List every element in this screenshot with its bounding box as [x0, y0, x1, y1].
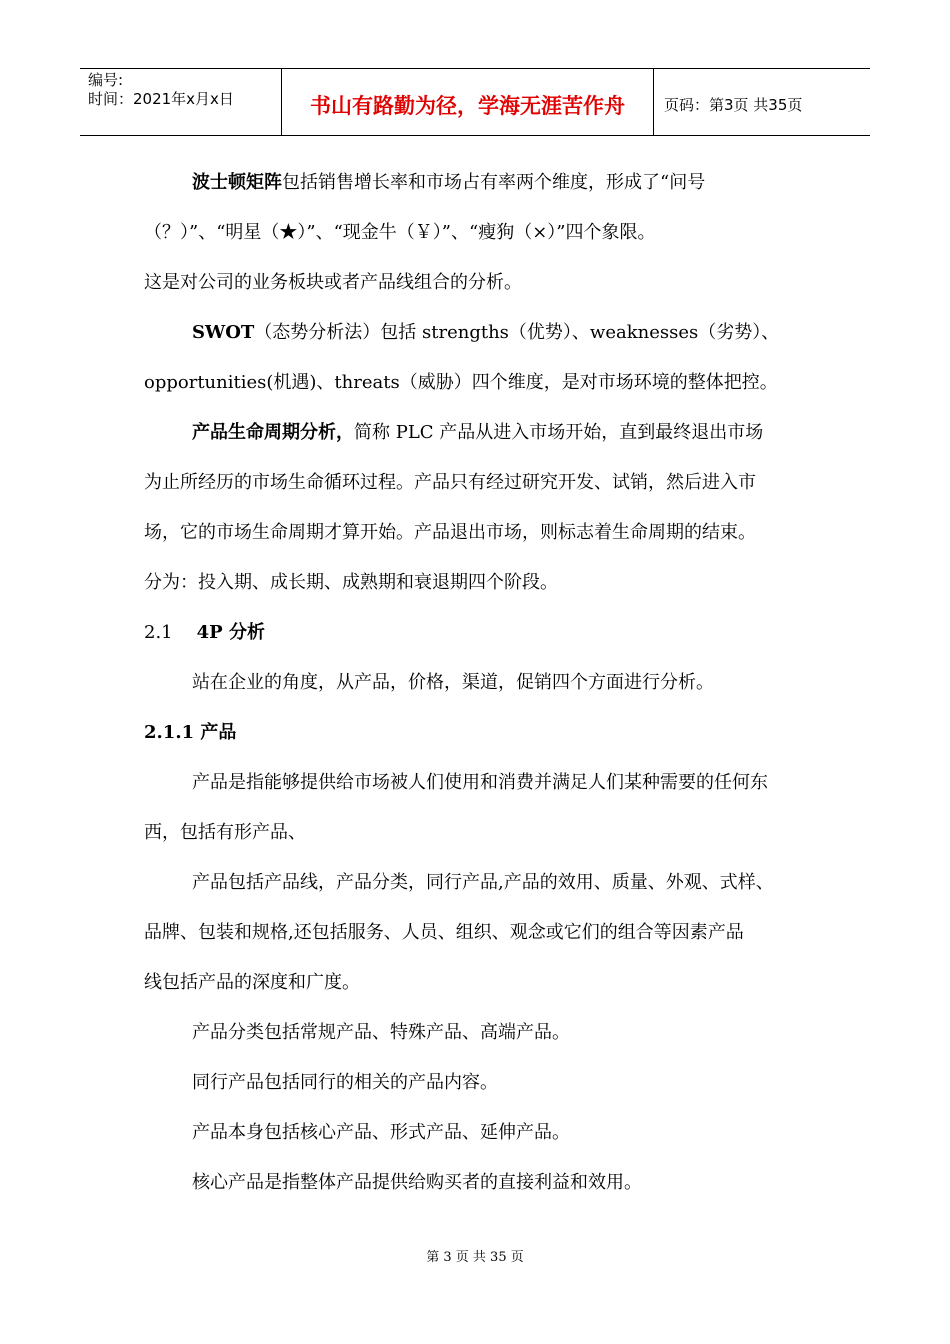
- term-plc: 产品生命周期分析，: [192, 422, 354, 443]
- header-meta: [80, 69, 282, 135]
- section-title: 4P 分析: [196, 622, 265, 643]
- paragraph-product-category: 产品分类包括常规产品、特殊产品、高端产品。: [192, 1022, 570, 1043]
- subsection-heading-2-1-1: 2.1.1 产品: [144, 722, 237, 743]
- paragraph-product-scope-line1: 产品包括产品线，产品分类，同行产品,产品的效用、质量、外观、式样、: [192, 872, 774, 893]
- text: （态势分析法）包括 strengths（优势）、weaknesses（劣势）、: [254, 322, 780, 343]
- paragraph-plc-line1: [144, 408, 808, 458]
- paragraph-4p: 站在企业的角度，从产品，价格，渠道，促销四个方面进行分析。: [192, 672, 714, 693]
- document-body: [144, 158, 808, 1208]
- paragraph-swot-line2: opportunities(机遇)、threats（威胁）四个维度，是对市场环境的整体把控。: [144, 372, 778, 393]
- paragraph-product-scope-line3: 线包括产品的深度和广度。: [144, 972, 360, 993]
- header-page-info: 页码：第3页 共35页: [664, 95, 803, 114]
- term-bcg-matrix: 波士顿矩阵: [192, 172, 282, 193]
- section-number: 2.1: [144, 622, 173, 643]
- paragraph-core-product: 核心产品是指整体产品提供给购买者的直接利益和效用。: [192, 1172, 642, 1193]
- paragraph-plc-line3: 场，它的市场生命周期才算开始。产品退出市场，则标志着生命周期的结束。: [144, 522, 756, 543]
- text: 简称 PLC 产品从进入市场开始，直到最终退出市场: [354, 422, 764, 443]
- text: 包括销售增长率和市场占有率两个维度，形成了“问号: [282, 172, 706, 193]
- paragraph-product-line1: 产品是指能够提供给市场被人们使用和消费并满足人们某种需要的任何东: [192, 772, 768, 793]
- paragraph-swot-line1: [144, 308, 808, 358]
- paragraph-bcg-line3: 这是对公司的业务板块或者产品线组合的分析。: [144, 272, 522, 293]
- paragraph-peer-products: 同行产品包括同行的相关的产品内容。: [192, 1072, 498, 1093]
- paragraph-product-line2: 西，包括有形产品、: [144, 822, 306, 843]
- section-heading-2-1: [144, 608, 808, 658]
- page-footer: 第 3 页 共 35 页: [426, 1250, 524, 1265]
- paragraph-bcg-line1: [144, 158, 808, 208]
- paragraph-product-itself: 产品本身包括核心产品、形式产品、延伸产品。: [192, 1122, 570, 1143]
- header-motto: 书山有路勤为径，学海无涯苦作舟: [282, 69, 654, 135]
- term-swot: SWOT: [192, 322, 255, 343]
- paragraph-plc-line4: 分为：投入期、成长期、成熟期和衰退期四个阶段。: [144, 572, 558, 593]
- document-number-label: 编号:: [88, 71, 124, 89]
- page-header: [80, 68, 870, 136]
- paragraph-bcg-line2: （？）”、“明星（★）”、“现金牛（￥）”、“瘦狗（×）”四个象限。: [144, 222, 656, 243]
- paragraph-product-scope-line2: 品牌、包装和规格,还包括服务、人员、组织、观念或它们的组合等因素产品: [144, 922, 744, 943]
- paragraph-plc-line2: 为止所经历的市场生命循环过程。产品只有经过研究开发、试销，然后进入市: [144, 472, 756, 493]
- document-time-label: 时间：2021年x月x日: [88, 90, 234, 108]
